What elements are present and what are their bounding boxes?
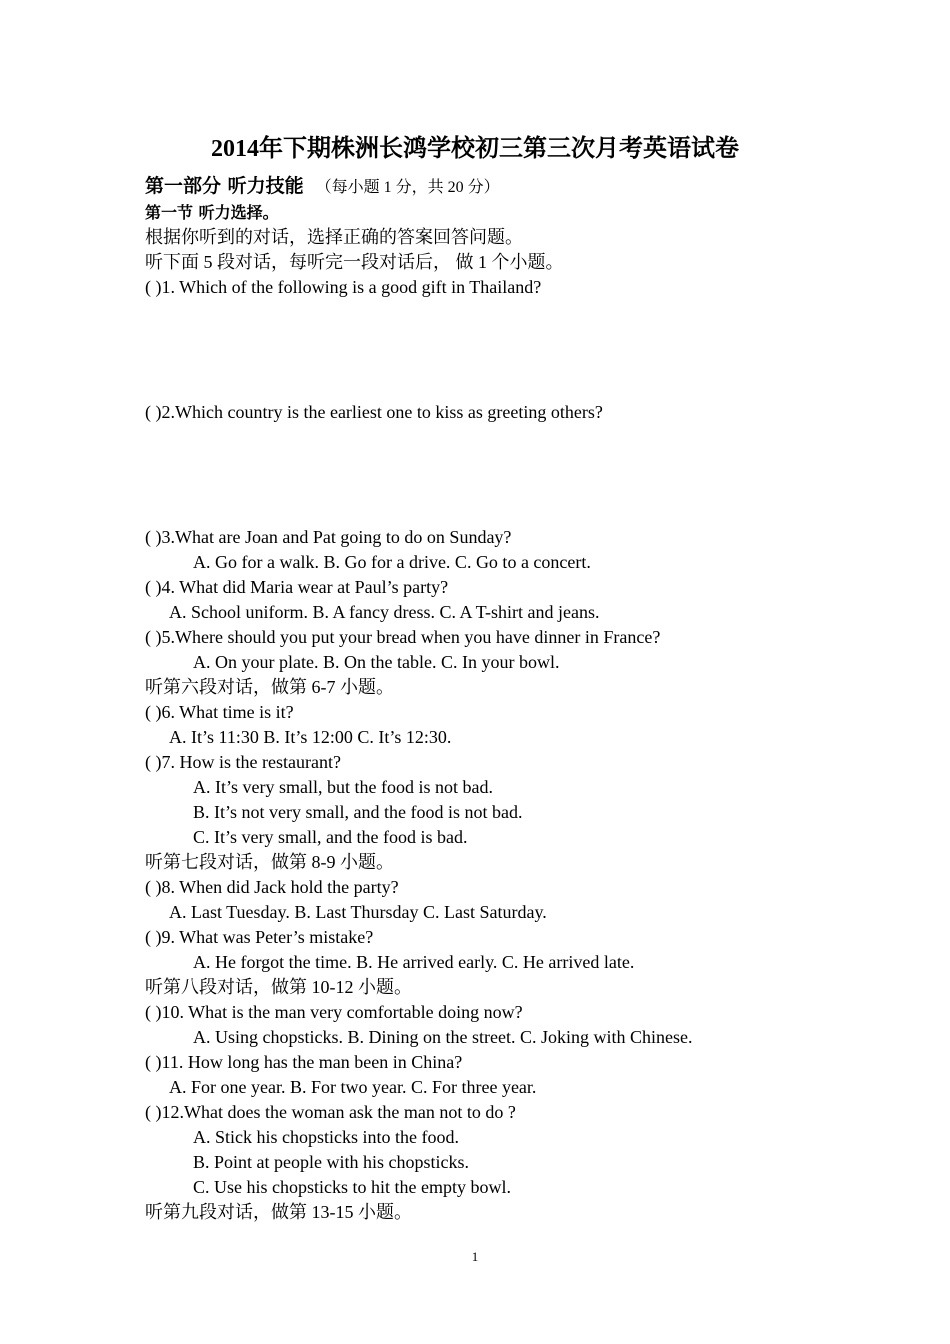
question-10: ( )10. What is the man very comfortable doing now? (145, 1002, 523, 1022)
question-4: ( )4. What did Maria wear at Paul’s party? (145, 577, 449, 597)
question-8: ( )8. When did Jack hold the party? (145, 877, 399, 897)
question-12: ( )12.What does the woman ask the man not to do ? (145, 1102, 516, 1122)
answer-options: A. For one year. B. For two year. C. For three year. (169, 1077, 537, 1097)
exam-title: 2014年下期株洲长鸿学校初三第三次月考英语试卷 (211, 136, 739, 162)
part-one-header (145, 172, 845, 200)
question-7: ( )7. How is the restaurant? (145, 752, 341, 772)
picture-options-space (145, 425, 845, 525)
section-instruction: 根据你听到的对话，选择正确的答案回答问题。 (145, 227, 523, 247)
answer-options: A. Last Tuesday. B. Last Thursday C. Last Saturday. (169, 902, 547, 922)
question-3: ( )3.What are Joan and Pat going to do on Sunday? (145, 527, 512, 547)
question-11: ( )11. How long has the man been in China? (145, 1052, 463, 1072)
answer-option-c: C. Use his chopsticks to hit the empty bowl. (193, 1177, 511, 1197)
picture-options-space (145, 300, 845, 400)
section-one-heading: 第一节 听力选择。 (145, 203, 279, 222)
answer-options: A. He forgot the time. B. He arrived early. C. He arrived late. (193, 952, 635, 972)
question-6: ( )6. What time is it? (145, 702, 294, 722)
section-instruction: 听下面 5 段对话，每听完一段对话后， 做 1 个小题。 (145, 252, 564, 272)
answer-options: A. School uniform. B. A fancy dress. C. A T-shirt and jeans. (169, 602, 600, 622)
answer-option-b: B. It’s not very small, and the food is not bad. (193, 802, 523, 822)
dialogue-group-heading: 听第八段对话，做第 10-12 小题。 (145, 977, 412, 997)
dialogue-group-heading: 听第九段对话，做第 13-15 小题。 (145, 1202, 412, 1222)
dialogue-group-heading: 听第七段对话，做第 8-9 小题。 (145, 852, 394, 872)
question-1: ( )1. Which of the following is a good gift in Thailand? (145, 277, 542, 297)
part-one-score-note: （每小题 1 分，共 20 分） (315, 179, 500, 196)
answer-options: A. On your plate. B. On the table. C. In your bowl. (193, 652, 560, 672)
listening-section (145, 172, 845, 1225)
answer-option-a: A. It’s very small, but the food is not bad. (193, 777, 493, 797)
answer-options: A. Using chopsticks. B. Dining on the street. C. Joking with Chinese. (193, 1027, 693, 1047)
answer-option-c: C. It’s very small, and the food is bad. (193, 827, 468, 847)
part-one-heading: 第一部分 听力技能 (145, 175, 304, 197)
dialogue-group-heading: 听第六段对话，做第 6-7 小题。 (145, 677, 394, 697)
answer-options: A. Go for a walk. B. Go for a drive. C. Go to a concert. (193, 552, 591, 572)
page-number: 1 (471, 1249, 479, 1264)
answer-option-b: B. Point at people with his chopsticks. (193, 1152, 469, 1172)
question-5: ( )5.Where should you put your bread when you have dinner in France? (145, 627, 661, 647)
question-2: ( )2.Which country is the earliest one to kiss as greeting others? (145, 402, 603, 422)
question-9: ( )9. What was Peter’s mistake? (145, 927, 374, 947)
answer-option-a: A. Stick his chopsticks into the food. (193, 1127, 459, 1147)
answer-options: A. It’s 11:30 B. It’s 12:00 C. It’s 12:30. (169, 727, 452, 747)
